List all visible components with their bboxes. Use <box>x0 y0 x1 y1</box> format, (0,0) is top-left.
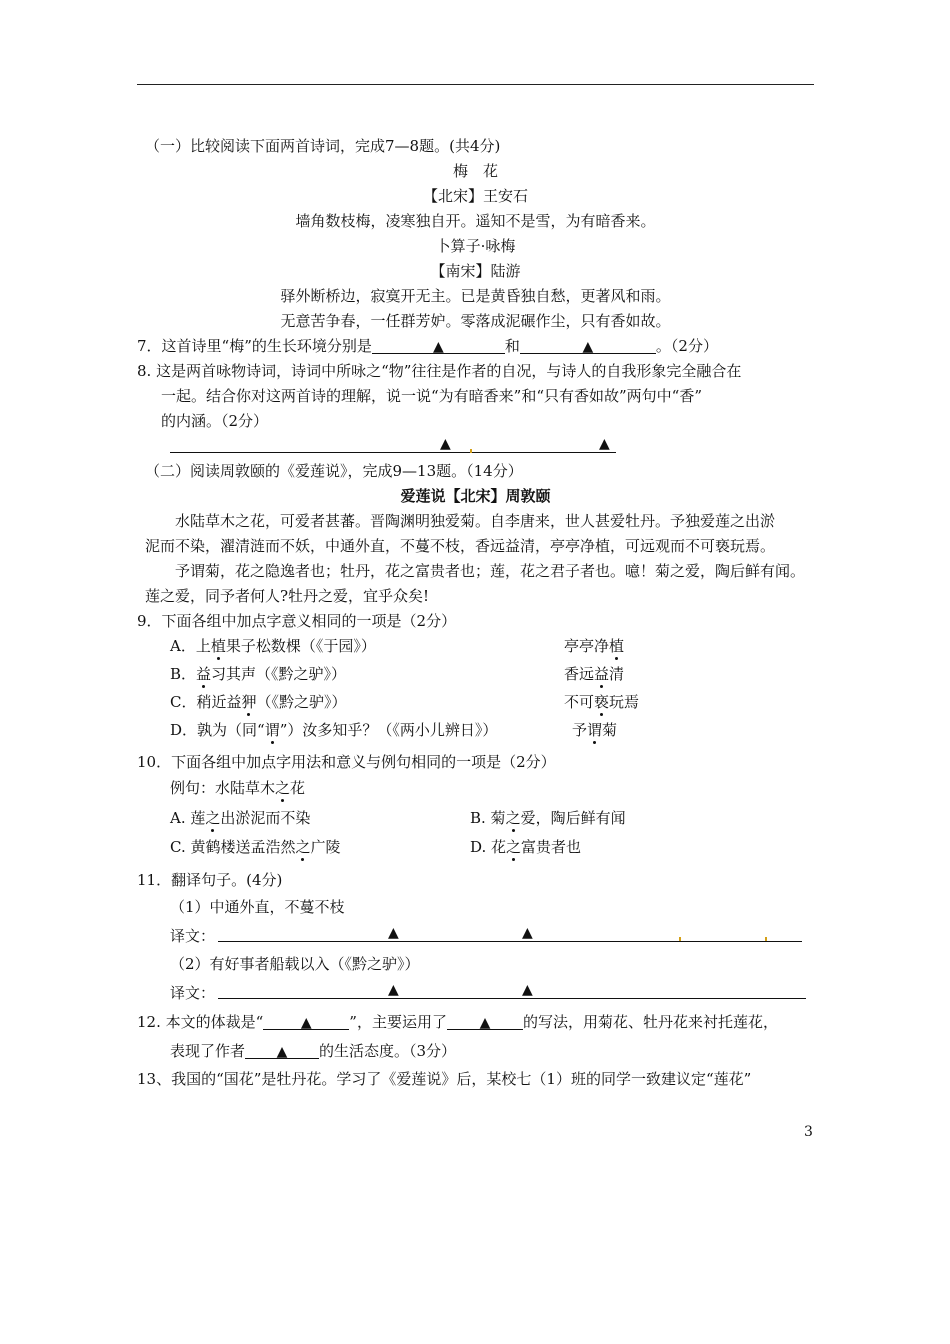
q9-option-b-left: B．益习其声（《黔之驴》） <box>170 665 347 683</box>
section2-header: （二）阅读周敦颐的《爱莲说》，完成9—13题。（14分） <box>145 462 523 480</box>
poem1-title: 梅 花 <box>452 162 498 180</box>
answer-marker: ▲ <box>300 1015 312 1031</box>
question-12-line1: 12. 本文的体裁是“ ▲ ”，主要运用了 ▲ 的写法，用菊花、牡丹花来衬托莲花， <box>137 1013 778 1031</box>
dotted-char: 之 <box>295 838 311 856</box>
q9-option-d-right: 予谓菊 <box>572 721 618 739</box>
answer-blank[interactable] <box>245 1041 319 1059</box>
question-9-stem: 9．下面各组中加点字意义相同的一项是（2分） <box>137 612 457 630</box>
poem2-author: 【南宋】陆游 <box>430 262 521 280</box>
answer-line[interactable] <box>218 998 806 999</box>
answer-marker: ▲ <box>433 339 444 355</box>
q9-option-a-right: 亭亭净植 <box>564 637 625 655</box>
dotted-char: 之 <box>506 838 522 856</box>
essay-para2-line1: 予谓菊，花之隐逸者也；牡丹，花之富贵者也；莲，花之君子者也。噫！菊之爱，陶后鲜有闻。 <box>175 562 806 580</box>
translation-label: 译文： <box>170 927 216 945</box>
question-10-stem: 10．下面各组中加点字用法和意义与例句相同的一项是（2分） <box>137 753 556 771</box>
poem1-line: 墙角数枝梅，凌寒独自开。遥知不是雪，为有暗香来。 <box>295 212 656 230</box>
question-7: 7．这首诗里“梅”的生长环境分别是 ▲ 和 ▲ 。（2分） <box>137 337 718 355</box>
answer-blank[interactable] <box>520 336 656 354</box>
poem2-line: 驿外断桥边，寂寞开无主。已是黄昏独自愁，更著风和雨。 <box>280 287 671 305</box>
translation-label: 译文： <box>170 984 216 1002</box>
poem1-author: 【北宋】王安石 <box>422 187 528 205</box>
answer-marker: ▲ <box>388 982 399 998</box>
question-12-line2: 表现了作者 ▲ 的生活态度。（3分） <box>170 1042 457 1060</box>
answer-marker: ▲ <box>599 436 610 452</box>
stray-mark <box>679 937 681 941</box>
page-number: 3 <box>804 1124 813 1140</box>
q9-option-d-left: D．孰为（同“谓”）汝多知乎？（《两小儿辨日》） <box>170 721 498 739</box>
answer-blank[interactable] <box>372 336 505 354</box>
answer-blank[interactable] <box>447 1012 523 1030</box>
top-rule <box>137 84 814 85</box>
dotted-char: 益 <box>196 665 212 683</box>
q10-option-b: B. 菊之爱，陶后鲜有闻 <box>470 809 626 827</box>
q11-item1: （1）中通外直，不蔓不枝 <box>170 898 345 916</box>
section1-header: （一）比较阅读下面两首诗词，完成7—8题。(共4分) <box>145 137 501 155</box>
dotted-char: 之 <box>205 809 221 827</box>
q10-option-a: A. 莲之出淤泥而不染 <box>170 809 311 827</box>
dotted-char: 谓 <box>587 721 603 739</box>
answer-marker: ▲ <box>388 925 399 941</box>
q9-option-c-left: C．稍近益狎（《黔之驴》） <box>170 693 347 711</box>
poem2-title: 卜算子·咏梅 <box>435 237 516 255</box>
q9-option-b-right: 香远益清 <box>564 665 625 683</box>
question-8-line2: 一起。结合你对这两首诗的理解，说一说“为有暗香来”和“只有香如故”两句中“香” <box>161 387 703 405</box>
stray-mark <box>765 937 767 941</box>
poem2-line: 无意苦争春，一任群芳妒。零落成泥碾作尘，只有香如故。 <box>280 312 671 330</box>
answer-blank[interactable] <box>263 1012 349 1030</box>
essay-para2-line2: 莲之爱，同予者何人?牡丹之爱，宜乎众矣! <box>145 587 430 605</box>
dotted-char: 狎 <box>241 693 257 711</box>
dotted-char: 谓 <box>264 721 280 739</box>
answer-marker: ▲ <box>479 1015 491 1031</box>
question-13-line1: 13、我国的“国花”是牡丹花。学习了《爱莲说》后，某校七（1）班的同学一致建议定“莲花” <box>137 1070 752 1088</box>
stray-mark <box>470 449 472 453</box>
dotted-char: 之 <box>275 779 291 797</box>
q10-option-d: D. 花之富贵者也 <box>470 838 582 856</box>
question-8-line1: 8. 这是两首咏物诗词，诗词中所咏之“物”往往是作者的自况，与诗人的自我形象完全融合在 <box>137 362 742 380</box>
question-11-stem: 11．翻译句子。(4分) <box>137 871 283 889</box>
answer-marker: ▲ <box>440 436 451 452</box>
dotted-char: 植 <box>210 637 226 655</box>
q11-item2: （2）有好事者船载以入（《黔之驴》） <box>170 955 420 973</box>
answer-line[interactable] <box>170 452 616 453</box>
answer-marker: ▲ <box>582 339 594 355</box>
q9-option-c-right: 不可亵玩焉 <box>564 693 640 711</box>
question-8-line3: 的内涵。（2分） <box>161 412 269 430</box>
answer-marker: ▲ <box>276 1044 288 1060</box>
q10-example: 例句：水陆草木之花 <box>170 779 306 797</box>
q9-option-a-left: A．上植果子松数棵（《于园》） <box>170 637 376 655</box>
dotted-char: 植 <box>609 637 625 655</box>
essay-para1-line1: 水陆草木之花，可爱者甚蕃。晋陶渊明独爱菊。自李唐来，世人甚爱牡丹。予独爱莲之出淤 <box>175 512 776 530</box>
dotted-char: 之 <box>505 809 521 827</box>
essay-title: 爱莲说【北宋】周敦颐 <box>400 487 551 505</box>
essay-para1-line2: 泥而不染，濯清涟而不妖，中通外直，不蔓不枝，香远益清，亭亭净植，可远观而不可亵玩焉。 <box>145 537 776 555</box>
answer-marker: ▲ <box>522 925 533 941</box>
answer-line[interactable] <box>218 941 802 942</box>
answer-marker: ▲ <box>522 982 533 998</box>
q10-option-c: C. 黄鹤楼送孟浩然之广陵 <box>170 838 341 856</box>
dotted-char: 亵 <box>594 693 610 711</box>
dotted-char: 益 <box>594 665 610 683</box>
